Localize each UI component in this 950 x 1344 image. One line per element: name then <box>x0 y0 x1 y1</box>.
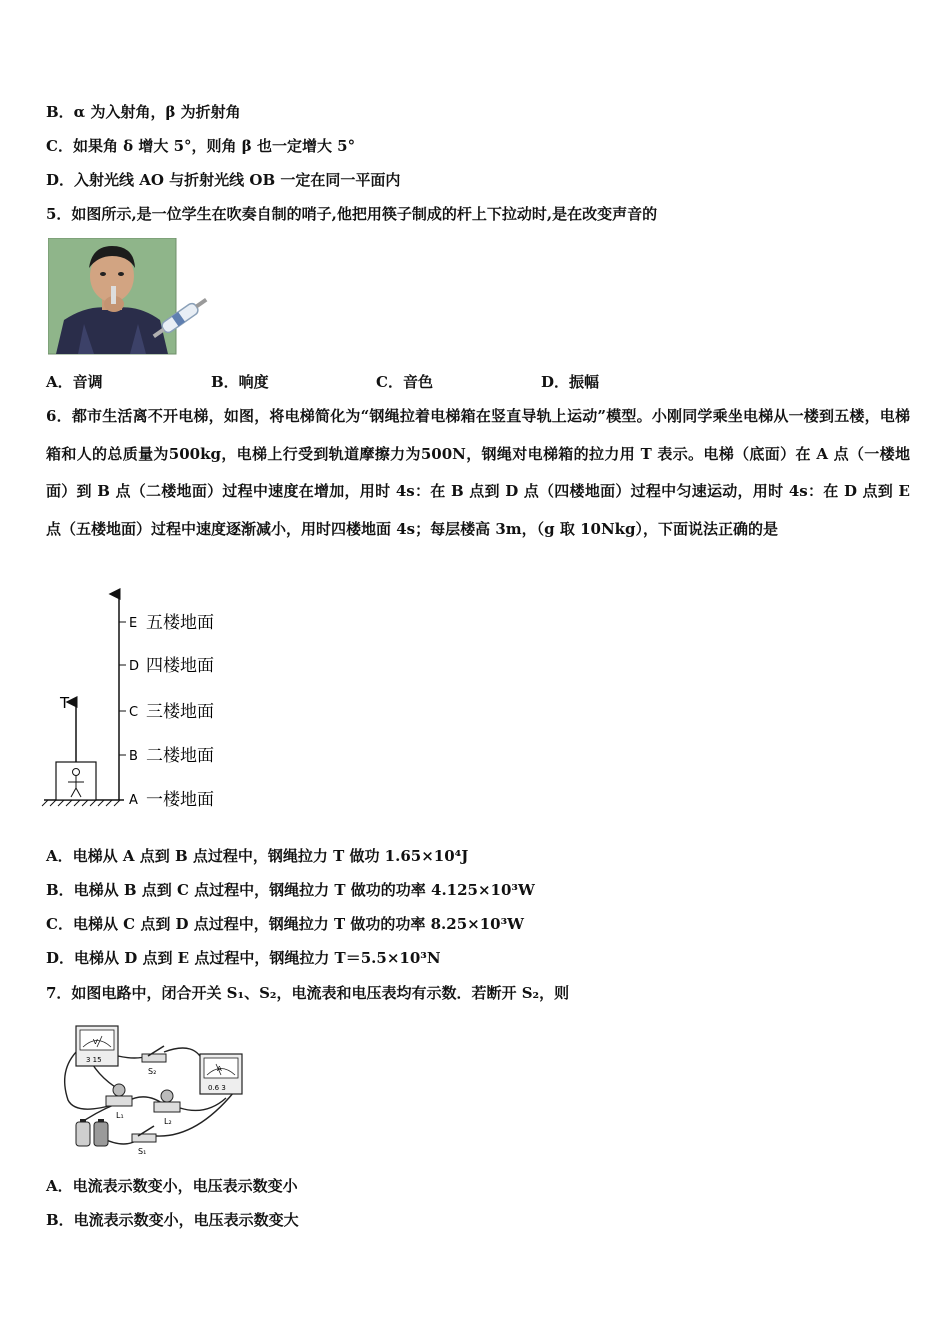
floor-label-2: 二楼地面 <box>146 746 214 766</box>
voltmeter-scale: 3 15 <box>86 1056 102 1064</box>
q4-option-b: B．α 为入射角，β 为折射角 <box>46 103 241 121</box>
q4-option-c: C．如果角 δ 增大 5°，则角 β 也一定增大 5° <box>46 137 356 155</box>
ammeter <box>200 1054 242 1094</box>
q6-stem: 6．都市生活离不开电梯，如图，将电梯简化为“钢绳拉着电梯箱在竖直导轨上运动”模型。小刚同学乘坐电梯从一楼到五楼，电梯箱和人的总质量为500kg，电梯上行受到轨道摩擦力为500N，钢绳对电梯箱的拉力用 T 表示。电梯（底面）在 A 点（一楼地面）到 B 点（二楼地面）过程中速度在增加，用时 4s：在 B 点到 D 点（四楼地面）过程中匀速运动，用时 4s：在 D 点到 E 点（五楼地面）过程中速度逐渐减小，用时四楼地面 4s；每层楼高 3m，（g 取 10Nkg），下面说法正确的是 <box>46 407 910 538</box>
q4-option-d: D．入射光线 AO 与折射光线 OB 一定在同一平面内 <box>46 171 401 189</box>
floor-point-b: B <box>129 749 138 764</box>
floor-point-e: E <box>129 616 138 631</box>
q6-tension-label: T <box>60 694 70 712</box>
ammeter-symbol: A <box>217 1065 222 1073</box>
floor-label-3: 三楼地面 <box>146 702 214 722</box>
lamp-l1-label: L₁ <box>116 1111 124 1120</box>
floor-label-1: 一楼地面 <box>146 790 214 810</box>
q6-option-c: C．电梯从 C 点到 D 点过程中，钢绳拉力 T 做功的功率 8.25×10³W <box>46 915 524 933</box>
q5-option-b: B．响度 <box>211 373 269 391</box>
floor-point-d: D <box>129 659 140 674</box>
q5-options <box>46 372 706 392</box>
q6-option-d: D．电梯从 D 点到 E 点过程中，钢绳拉力 T＝5.5×10³N <box>46 949 441 967</box>
switch-s2-label: S₂ <box>148 1067 157 1076</box>
switch-s2 <box>142 1046 166 1076</box>
q5-photo-student-whistle <box>48 238 214 356</box>
floor-point-a: A <box>129 793 138 808</box>
switch-s1-label: S₁ <box>138 1147 147 1156</box>
voltmeter-symbol: V <box>93 1038 98 1046</box>
switch-s1 <box>132 1126 156 1156</box>
q6-elevator-diagram <box>40 584 280 814</box>
q7-stem: 7．如图电路中，闭合开关 S₁、S₂，电流表和电压表均有示数．若断开 S₂，则 <box>46 984 570 1002</box>
q7-option-b: B．电流表示数变小，电压表示数变大 <box>46 1211 299 1229</box>
ammeter-scale: 0.6 3 <box>208 1084 226 1092</box>
q6-option-a: A．电梯从 A 点到 B 点过程中，钢绳拉力 T 做功 1.65×10⁴J <box>46 847 469 865</box>
floor-point-c: C <box>129 705 139 720</box>
q5-option-d: D．振幅 <box>541 373 600 391</box>
q6-option-b: B．电梯从 B 点到 C 点过程中，钢绳拉力 T 做功的功率 4.125×10³W <box>46 881 535 899</box>
q5-stem: 5．如图所示,是一位学生在吹奏自制的哨子,他把用筷子制成的杆上下拉动时,是在改变声音的 <box>46 205 658 223</box>
q5-option-a: A．音调 <box>46 373 103 391</box>
voltmeter <box>76 1026 118 1066</box>
lamp-l1 <box>106 1084 132 1120</box>
floor-label-5: 五楼地面 <box>146 613 214 633</box>
q5-option-c: C．音色 <box>376 373 433 391</box>
floor-label-4: 四楼地面 <box>146 656 214 676</box>
q7-circuit-diagram <box>56 1020 246 1160</box>
q7-option-a: A．电流表示数变小，电压表示数变小 <box>46 1177 298 1195</box>
lamp-l2-label: L₂ <box>164 1117 172 1126</box>
battery-pack <box>76 1119 108 1146</box>
lamp-l2 <box>154 1090 180 1126</box>
